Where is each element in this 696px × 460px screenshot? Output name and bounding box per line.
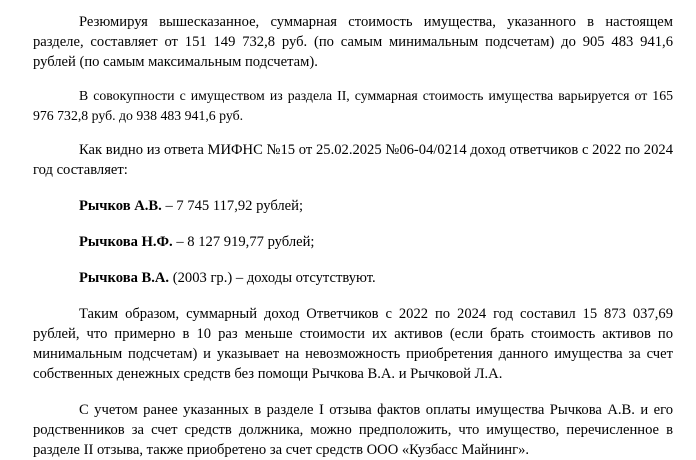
income-item-3-name: Рычкова В.А. — [79, 270, 170, 286]
income-item-2 — [33, 232, 673, 252]
income-item-3 — [33, 268, 673, 288]
income-item-1-text: – 7 745 117,92 рублей; — [161, 198, 304, 214]
tax-office-paragraph: Как видно из ответа МИФНС №15 от 25.02.2025 №06-04/0214 доход ответчиков с 2022 по 2024 год составляет: — [33, 142, 673, 178]
income-item-1 — [33, 196, 673, 216]
section-two-total-paragraph: В совокупности с имуществом из раздела II, суммарная стоимость имущества варьируется от 165 976 732,8 руб. до 938 483 941,6 руб. — [33, 88, 673, 123]
summary-paragraph: Резюмируя вышесказанное, суммарная стоимость имущества, указанного в настоящем разделе, составляет от 151 149 732,8 руб. (по самым минимальным подсчетам) до 905 483 941,6 рублей (по самым максимальным подсчетам). — [33, 14, 673, 70]
conclusion-paragraph: Таким образом, суммарный доход Ответчиков с 2022 по 2024 год составил 15 873 037,69 рублей, что примерно в 10 раз меньше стоимости их активов (если брать стоимость активов по минимальным подсчетам) и указывает на невозможность приобретения данного имущества за счет собственных денежных средств без помощи Рычкова В.А. и Рычковой Л.А. — [33, 306, 673, 382]
income-item-1-name: Рычков А.В. — [79, 198, 162, 214]
income-item-2-name: Рычкова Н.Ф. — [79, 234, 173, 250]
document-page — [33, 12, 673, 460]
income-item-3-text: (2003 гр.) – доходы отсутствуют. — [169, 270, 376, 286]
income-item-2-text: – 8 127 919,77 рублей; — [172, 234, 315, 250]
final-paragraph: С учетом ранее указанных в разделе I отзыва фактов оплаты имущества Рычкова А.В. и его родственников за счет средств должника, можно предположить, что имущество, перечисленное в разделе II отзыва, также приобретено за счет средств ООО «Кузбасс Майнинг». — [33, 402, 673, 458]
